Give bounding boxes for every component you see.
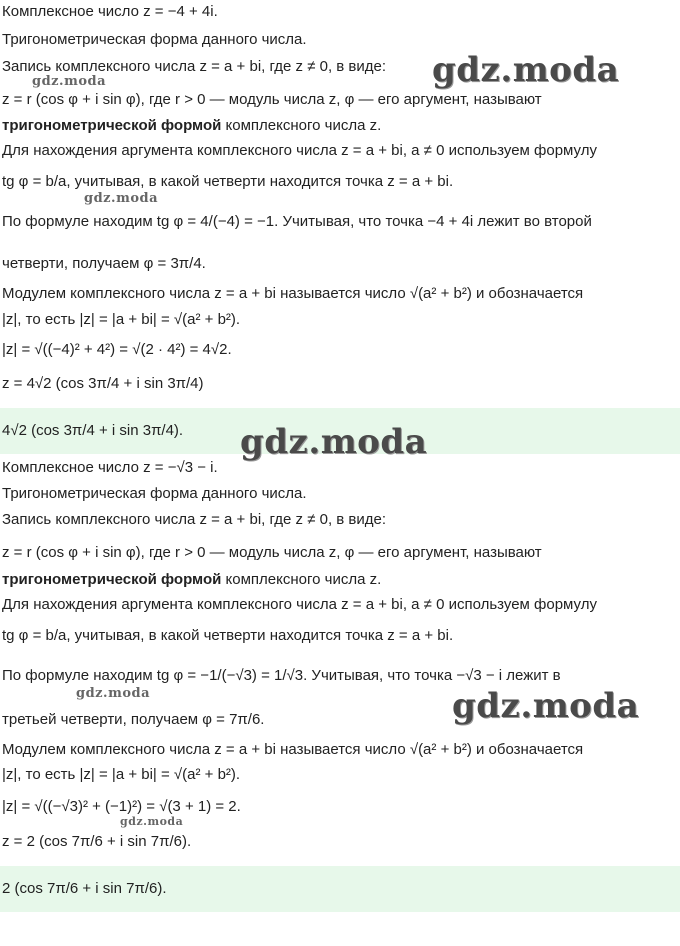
p2-trig-form: z = r (cos φ + i sin φ), где r > 0 — модуль числа z, φ — его аргумент, называют xyxy=(2,544,542,561)
p1-argument-rule: Для нахождения аргумента комплексного числа z = a + bi, a ≠ 0 используем формулу xyxy=(2,142,597,159)
p1-tg-compute: По формуле находим tg φ = 4/(−4) = −1. Учитывая, что точка −4 + 4i лежит во второй xyxy=(2,213,592,230)
watermark-logo: gdz.moda xyxy=(240,422,428,462)
p1-trig-form-term xyxy=(2,116,381,136)
bold-term: тригонометрической формой xyxy=(2,571,222,588)
p2-heading: Тригонометрическая форма данного числа. xyxy=(2,485,307,502)
p1-definition: Запись комплексного числа z = a + bi, где z ≠ 0, в виде: xyxy=(2,58,387,75)
watermark-logo: gdz.moda xyxy=(32,74,107,89)
watermark-logo: gdz.moda xyxy=(120,815,184,828)
p2-tg-formula: tg φ = b/a, учитывая, в какой четверти находится точка z = a + bi. xyxy=(2,627,454,644)
term-rest: комплексного числа z. xyxy=(225,571,382,588)
term-rest: комплексного числа z. xyxy=(225,117,382,134)
p1-angle: четверти, получаем φ = 3π/4. xyxy=(2,255,206,272)
p1-modulus-compute: |z| = √((−4)² + 4²) = √(2 · 4²) = 4√2. xyxy=(2,341,232,358)
p2-definition: Запись комплексного числа z = a + bi, где z ≠ 0, в виде: xyxy=(2,511,387,528)
watermark-logo: gdz.moda xyxy=(452,686,640,726)
bold-term: тригонометрической формой xyxy=(2,117,222,134)
p1-statement: Комплексное число z = −4 + 4i. xyxy=(2,3,218,20)
watermark-logo: gdz.moda xyxy=(76,686,151,701)
p1-heading: Тригонометрическая форма данного числа. xyxy=(2,31,307,48)
p2-result: z = 2 (cos 7π/6 + i sin 7π/6). xyxy=(2,833,192,850)
p1-tg-formula: tg φ = b/a, учитывая, в какой четверти находится точка z = a + bi. xyxy=(2,173,454,190)
p1-result: z = 4√2 (cos 3π/4 + i sin 3π/4) xyxy=(2,375,204,392)
p2-argument-rule: Для нахождения аргумента комплексного числа z = a + bi, a ≠ 0 используем формулу xyxy=(2,596,597,613)
p1-trig-form: z = r (cos φ + i sin φ), где r > 0 — модуль числа z, φ — его аргумент, называют xyxy=(2,91,542,108)
p2-modulus-notation: |z|, то есть |z| = |a + bi| = √(a² + b²). xyxy=(2,766,241,783)
watermark-logo: gdz.moda xyxy=(84,191,159,206)
p2-answer-box xyxy=(0,866,680,912)
p2-modulus-compute: |z| = √((−√3)² + (−1)²) = √(3 + 1) = 2. xyxy=(2,798,241,815)
p2-statement: Комплексное число z = −√3 − i. xyxy=(2,459,218,476)
p2-angle: третьей четверти, получаем φ = 7π/6. xyxy=(2,711,265,728)
p2-modulus-def: Модулем комплексного числа z = a + bi называется число √(a² + b²) и обозначается xyxy=(2,741,584,758)
watermark-logo: gdz.moda xyxy=(432,50,620,90)
p1-answer: 4√2 (cos 3π/4 + i sin 3π/4). xyxy=(2,422,184,439)
p1-modulus-notation: |z|, то есть |z| = |a + bi| = √(a² + b²). xyxy=(2,311,241,328)
p2-answer: 2 (cos 7π/6 + i sin 7π/6). xyxy=(2,880,167,897)
p1-modulus-def: Модулем комплексного числа z = a + bi называется число √(a² + b²) и обозначается xyxy=(2,285,584,302)
p2-trig-form-term xyxy=(2,570,381,590)
p2-tg-compute: По формуле находим tg φ = −1/(−√3) = 1/√3. Учитывая, что точка −√3 − i лежит в xyxy=(2,667,561,684)
